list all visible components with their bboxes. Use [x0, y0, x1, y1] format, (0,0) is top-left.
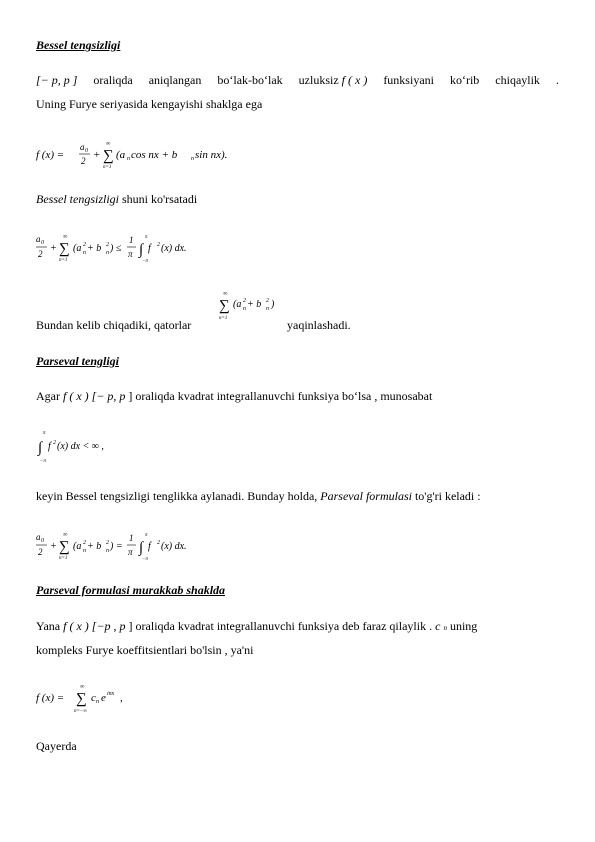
- svg-text:∑: ∑: [59, 241, 70, 257]
- bessel-heading: Bessel tengsizligi: [36, 38, 121, 52]
- svg-text:(a: (a: [116, 149, 126, 161]
- svg-text:n: n: [191, 156, 194, 162]
- svg-text:π: π: [43, 431, 46, 436]
- svg-text:0: 0: [41, 538, 44, 544]
- svg-text:n: n: [127, 156, 130, 162]
- svg-text:∞: ∞: [223, 291, 228, 297]
- svg-text:n=1: n=1: [219, 316, 228, 321]
- svg-text:π: π: [128, 249, 133, 259]
- series-sum-formula: [219, 288, 289, 327]
- svg-text:∑: ∑: [219, 298, 230, 314]
- svg-text:c: c: [91, 692, 96, 704]
- svg-text:2: 2: [38, 547, 43, 557]
- svg-text:2: 2: [157, 242, 160, 248]
- svg-text:∫: ∫: [38, 440, 43, 456]
- svg-text:∑: ∑: [59, 539, 70, 555]
- svg-text:0: 0: [85, 148, 88, 154]
- svg-text:∑: ∑: [76, 691, 87, 707]
- parseval-heading: Parseval tengligi: [36, 354, 119, 368]
- complex-parseval-heading: Parseval formulasi murakkab shaklda: [36, 583, 226, 597]
- parseval-formula-mention: Parseval formulasi: [320, 489, 412, 503]
- intro-word: aniqlangan: [148, 73, 202, 87]
- svg-text:∞: ∞: [63, 532, 68, 538]
- bessel-mention-rest: shuni ko'rsatadi: [119, 192, 198, 206]
- yana-pre: Yana: [36, 619, 64, 633]
- svg-text:n: n: [106, 548, 109, 554]
- svg-text:f: f: [148, 541, 151, 552]
- agar-rest: ] oraliqda kvadrat integrallanuvchi funksiya bo‘lsa , munosabat: [128, 389, 433, 403]
- svg-text:f: f: [48, 441, 51, 452]
- svg-text:2: 2: [106, 242, 109, 248]
- agar-fn: f ( x ) [− p, p: [63, 389, 129, 403]
- svg-text:∞: ∞: [63, 234, 68, 240]
- svg-text:n: n: [266, 306, 269, 312]
- svg-text:n: n: [243, 306, 246, 312]
- svg-text:∫: ∫: [139, 242, 144, 258]
- svg-text:(x) dx.: (x) dx.: [161, 243, 187, 254]
- keyin-pre: keyin Bessel tengsizligi tenglikka aylanadi. Bunday holda,: [36, 489, 321, 503]
- svg-text:cos nx + b: cos nx + b: [131, 149, 178, 161]
- svg-text:f (x) =: f (x) =: [36, 149, 65, 161]
- svg-text:e: e: [101, 692, 106, 704]
- intro-word: chiqaylik: [495, 73, 540, 87]
- coef-c: c: [435, 619, 441, 633]
- svg-text:π: π: [145, 235, 148, 240]
- svg-text:): ): [271, 299, 275, 310]
- interval-text: [− p, p ]: [36, 73, 78, 87]
- svg-text:+ b: + b: [247, 299, 262, 310]
- svg-text:1: 1: [129, 235, 134, 245]
- svg-text:2: 2: [106, 540, 109, 546]
- svg-text:+ b: + b: [87, 541, 102, 552]
- yana-line: [36, 619, 477, 635]
- svg-text:+: +: [50, 243, 57, 254]
- intro-word: .: [555, 73, 559, 87]
- svg-text:a: a: [80, 142, 85, 152]
- svg-text:n: n: [83, 250, 86, 256]
- svg-text:n=1: n=1: [103, 165, 112, 170]
- bessel-mention: Bessel tengsizligi: [36, 192, 119, 206]
- svg-text:sin nx).: sin nx).: [195, 149, 228, 161]
- svg-text:2: 2: [53, 440, 56, 446]
- intro-word: oraliqda: [93, 73, 133, 87]
- svg-text:2: 2: [83, 242, 86, 248]
- keyin-rest: to'g'ri keladi :: [411, 489, 481, 503]
- svg-text:n: n: [96, 699, 99, 705]
- svg-text:f: f: [148, 243, 151, 254]
- yana-fn: f ( x ) [−p , p: [63, 619, 129, 633]
- svg-text:f (x) =: f (x) =: [36, 692, 65, 704]
- svg-text:2: 2: [243, 298, 246, 304]
- svg-text:(a: (a: [233, 299, 242, 310]
- parseval-identity-formula: [36, 528, 206, 567]
- svg-text:+: +: [50, 541, 57, 552]
- conclusion-text: Bundan kelib chiqadiki, qatorlar: [36, 318, 192, 332]
- intro-word: funksiyani: [383, 73, 434, 87]
- svg-text:−π: −π: [40, 459, 46, 464]
- svg-text:−π: −π: [142, 259, 148, 264]
- svg-text:n: n: [83, 548, 86, 554]
- svg-text:n=−∞: n=−∞: [74, 709, 87, 714]
- svg-text:+ b: + b: [87, 243, 102, 254]
- svg-text:∞: ∞: [106, 141, 111, 147]
- svg-text:−π: −π: [142, 557, 148, 562]
- conclusion-end: yaqinlashadi.: [287, 318, 351, 332]
- svg-text:∫: ∫: [139, 540, 144, 556]
- yana-mid: ] oraliqda kvadrat integrallanuvchi funksiya deb faraz qilaylik .: [128, 619, 436, 633]
- coef-n: n: [443, 624, 447, 632]
- conclusion-line: [36, 318, 191, 332]
- intro-word: bo‘lak-bo‘lak: [217, 73, 283, 87]
- svg-text:0: 0: [41, 240, 44, 246]
- svg-text:∑: ∑: [103, 148, 114, 164]
- svg-text:a: a: [36, 532, 41, 542]
- svg-text:2: 2: [83, 540, 86, 546]
- svg-text:2: 2: [266, 298, 269, 304]
- agar-pre: Agar: [36, 389, 63, 403]
- yana-end: uning: [446, 619, 478, 633]
- agar-line: [36, 389, 432, 403]
- svg-text:(a: (a: [73, 541, 82, 552]
- svg-text:) =: ) =: [110, 541, 123, 552]
- svg-text:2: 2: [38, 249, 43, 259]
- qayerda-line: Qayerda: [36, 739, 77, 753]
- complex-fourier-formula: [36, 680, 156, 719]
- square-integrable-formula: [36, 426, 136, 469]
- bessel-inequality-formula: [36, 230, 206, 269]
- svg-text:(a: (a: [73, 243, 82, 254]
- svg-text:1: 1: [129, 533, 134, 543]
- intro-word: ko‘rib: [449, 73, 480, 87]
- intro-paragraph-line1: [36, 73, 559, 87]
- svg-text:) ≤: ) ≤: [110, 243, 122, 254]
- svg-text:∞: ∞: [80, 684, 85, 690]
- bessel-mention-line: [36, 192, 197, 206]
- svg-text:a: a: [36, 234, 41, 244]
- fourier-series-formula: [36, 138, 236, 171]
- svg-text:n: n: [106, 250, 109, 256]
- svg-text:π: π: [128, 547, 133, 557]
- svg-text:2: 2: [157, 540, 160, 546]
- svg-text:n=1: n=1: [59, 258, 68, 263]
- keyin-line: [36, 489, 481, 503]
- svg-text:n=1: n=1: [59, 556, 68, 561]
- svg-text:(x) dx.: (x) dx.: [161, 541, 187, 552]
- svg-text:π: π: [145, 533, 148, 538]
- intro-word-fn: uzluksiz f ( x ): [298, 73, 368, 87]
- svg-text:2: 2: [81, 156, 86, 166]
- intro-paragraph-line2: Uning Furye seriyasida kengayishi shaklga ega: [36, 97, 263, 111]
- svg-text:inx: inx: [107, 691, 115, 697]
- svg-text:(x) dx < ∞ ,: (x) dx < ∞ ,: [57, 441, 104, 452]
- kompleks-line: kompleks Furye koeffitsientlari bo'lsin , ya'ni: [36, 643, 254, 657]
- svg-text:+: +: [93, 149, 101, 161]
- svg-text:,: ,: [120, 692, 123, 704]
